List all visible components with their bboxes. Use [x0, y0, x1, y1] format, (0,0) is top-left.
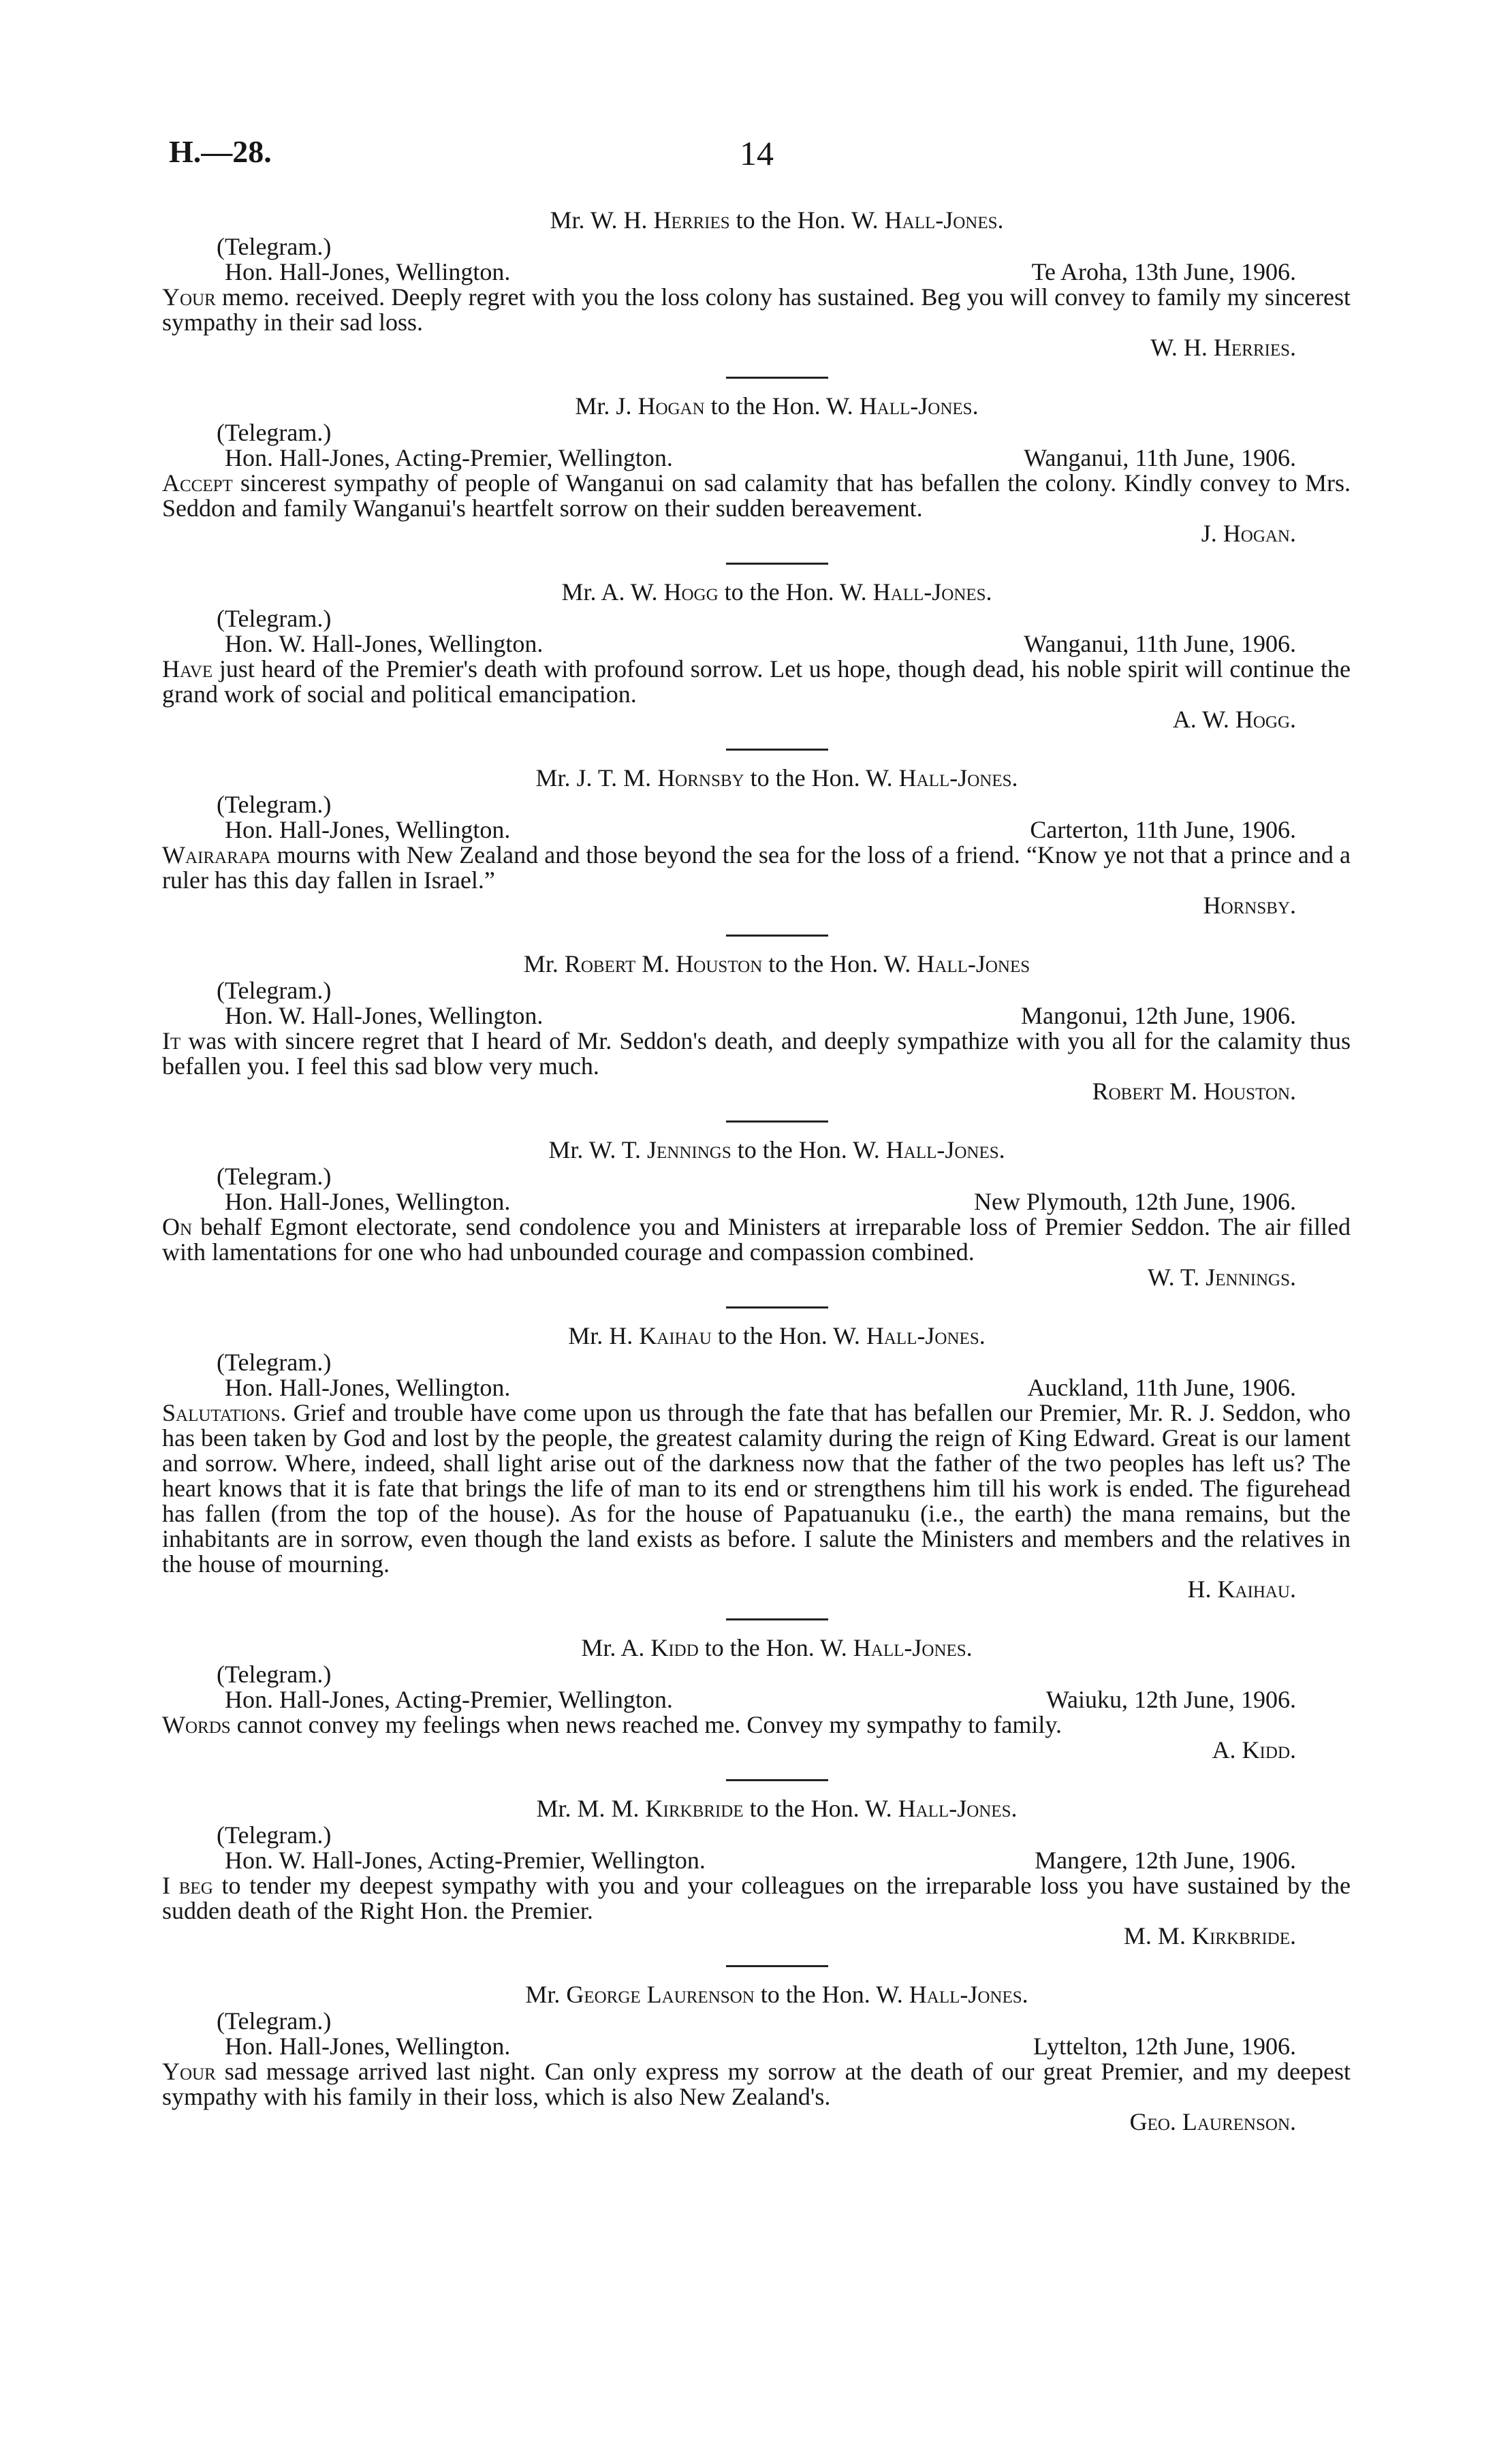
letter-title — [162, 1796, 1351, 1821]
message-lead: Your — [162, 283, 216, 311]
telegram-letter — [162, 1323, 1351, 1602]
address-line — [162, 1003, 1351, 1029]
letters-list — [162, 208, 1351, 2135]
message-body — [162, 1029, 1351, 1079]
title-to: to the Hon. W. — [736, 206, 879, 234]
letter-title — [162, 1982, 1351, 2007]
place-date: Wanganui, 11th June, 1906. — [1024, 630, 1296, 657]
signature: Hornsby. — [1203, 892, 1296, 919]
recipient-name: Hall-Jones. — [909, 1981, 1028, 2008]
letter-title — [162, 1138, 1351, 1163]
addressee: Hon. Hall-Jones, Wellington. — [225, 816, 511, 843]
recipient-name: Hall-Jones. — [898, 1795, 1018, 1822]
message-lead: Accept — [162, 469, 233, 497]
message-lead: Words — [162, 1711, 231, 1738]
message-lead: Salutations. — [162, 1399, 287, 1426]
message-body — [162, 657, 1351, 707]
section-divider — [726, 377, 828, 379]
message-lead: I beg — [162, 1872, 213, 1899]
sender-prefix: Mr. H. — [568, 1322, 633, 1349]
telegram-label: (Telegram.) — [217, 1661, 332, 1688]
message-lead: Have — [162, 655, 213, 683]
sender-name: Hogg — [663, 578, 719, 606]
message-body — [162, 1712, 1351, 1738]
recipient-name: Hall-Jones. — [872, 578, 992, 606]
title-to: to the Hon. W. — [750, 764, 893, 791]
message-text: sincerest sympathy of people of Wanganui on sad calamity that has befallen the colony. Kindly convey to Mrs. Seddon and family Wanganui's heartfelt sorrow on their sudden bereavement. — [162, 469, 1351, 522]
message-body — [162, 285, 1351, 335]
message-text: was with sincere regret that I heard of Mr. Seddon's death, and deeply sympathize with you all for the calamity thus befallen you. I feel this sad blow very much. — [162, 1027, 1351, 1080]
message-lead: Wairarapa — [162, 841, 271, 868]
recipient-name: Hall-Jones. — [866, 1322, 986, 1349]
sender-name: Jennings — [647, 1136, 731, 1163]
sender-prefix: Mr. W. T. — [548, 1136, 642, 1163]
address-line — [162, 2034, 1351, 2059]
addressee: Hon. W. Hall-Jones, Wellington. — [225, 630, 544, 657]
message-text: behalf Egmont electorate, send condolence you and Ministers at irreparable loss of Premier Seddon. The air filled with lamentations for one who had unbounded courage and compassion combined. — [162, 1213, 1351, 1266]
recipient-name: Hall-Jones. — [853, 1634, 973, 1661]
telegram-letter — [162, 1982, 1351, 2135]
message-text: just heard of the Premier's death with profound sorrow. Let us hope, though dead, his noble spirit will continue the grand work of social and political emancipation. — [162, 655, 1351, 708]
message-body — [162, 1400, 1351, 1577]
telegram-label: (Telegram.) — [217, 977, 332, 1004]
title-to: to the Hon. W. — [760, 1981, 903, 2008]
recipient-name: Hall-Jones. — [898, 764, 1018, 791]
recipient-name: Hall-Jones. — [884, 206, 1004, 234]
sender-prefix: Mr. M. M. — [536, 1795, 640, 1822]
letter-title — [162, 394, 1351, 419]
message-body — [162, 843, 1351, 893]
letter-title — [162, 766, 1351, 791]
sender-prefix: Mr. A. — [581, 1634, 645, 1661]
title-to: to the Hon. W. — [710, 392, 853, 420]
telegram-label: (Telegram.) — [217, 233, 332, 260]
message-body — [162, 471, 1351, 521]
sender-prefix: Mr. W. H. — [550, 206, 648, 234]
address-line — [162, 1375, 1351, 1400]
signature: A. W. Hogg. — [1172, 706, 1296, 733]
sender-name: Kaihau — [639, 1322, 712, 1349]
title-to: to the Hon. W. — [724, 578, 867, 606]
title-to: to the Hon. W. — [749, 1795, 892, 1822]
address-line — [162, 1189, 1351, 1214]
message-body — [162, 1214, 1351, 1265]
message-text: memo. received. Deeply regret with you the loss colony has sustained. Beg you will convey to family my sincerest sympathy in their sad loss. — [162, 283, 1351, 336]
section-divider — [726, 935, 828, 937]
telegram-letter — [162, 1138, 1351, 1290]
place-date: Mangere, 12th June, 1906. — [1035, 1847, 1296, 1874]
letter-title — [162, 580, 1351, 605]
signature: M. M. Kirkbride. — [1123, 1922, 1296, 1949]
address-line — [162, 445, 1351, 471]
telegram-label: (Telegram.) — [217, 605, 332, 632]
letter-title — [162, 952, 1351, 977]
document-reference: H.—28. — [169, 134, 272, 169]
message-text: sad message arrived last night. Can only express my sorrow at the death of our great Premier, and my deepest sympathy with his family in their loss, which is also New Zealand's. — [162, 2058, 1351, 2110]
sender-prefix: Mr. — [523, 950, 558, 977]
section-divider — [726, 1120, 828, 1123]
address-line — [162, 1687, 1351, 1712]
signature: W. H. Herries. — [1150, 334, 1296, 361]
sender-name: Herries — [653, 206, 730, 234]
sender-name: Kirkbride — [645, 1795, 744, 1822]
message-lead: On — [162, 1213, 193, 1240]
place-date: Te Aroha, 13th June, 1906. — [1031, 258, 1296, 285]
addressee: Hon. Hall-Jones, Wellington. — [225, 1374, 511, 1401]
sender-prefix: Mr. A. W. — [561, 578, 658, 606]
sender-prefix: Mr. — [525, 1981, 561, 2008]
telegram-label: (Telegram.) — [217, 1349, 332, 1376]
telegram-label: (Telegram.) — [217, 1821, 332, 1849]
section-divider — [726, 1306, 828, 1308]
signature: J. Hogan. — [1201, 520, 1296, 547]
message-text: to tender my deepest sympathy with you and your colleagues on the irreparable loss you have sustained by the sudden death of the Right Hon. the Premier. — [162, 1872, 1351, 1924]
title-to: to the Hon. W. — [704, 1634, 847, 1661]
sender-name: George Laurenson — [566, 1981, 755, 2008]
message-body — [162, 1873, 1351, 1924]
place-date: Waiuku, 12th June, 1906. — [1045, 1686, 1296, 1713]
addressee: Hon. Hall-Jones, Wellington. — [225, 2033, 511, 2060]
telegram-letter — [162, 580, 1351, 732]
place-date: Auckland, 11th June, 1906. — [1027, 1374, 1296, 1401]
place-date: Lyttelton, 12th June, 1906. — [1033, 2033, 1296, 2060]
telegram-letter — [162, 952, 1351, 1104]
sender-prefix: Mr. J. T. M. — [535, 764, 652, 791]
message-text: mourns with New Zealand and those beyond the sea for the loss of a friend. “Know ye not that a prince and a ruler has this day fallen in Israel.” — [162, 841, 1351, 894]
recipient-name: Hall-Jones. — [859, 392, 979, 420]
addressee: Hon. Hall-Jones, Acting-Premier, Wellington. — [225, 444, 673, 471]
addressee: Hon. Hall-Jones, Wellington. — [225, 258, 511, 285]
addressee: Hon. W. Hall-Jones, Acting-Premier, Wellington. — [225, 1847, 706, 1874]
title-to: to the Hon. W. — [737, 1136, 880, 1163]
message-lead: Your — [162, 2058, 216, 2085]
message-text: Grief and trouble have come upon us through the fate that has befallen our Premier, Mr. R. J. Seddon, who has been taken by God and lost by the people, the greatest calamity during the reign of King Edward. Great is our lament and sorrow. Where, indeed, shall light arise out of the darkness now that the father of the two peoples has left us? The heart knows that it is fate that brings the life of man to its end or strengthens him till his work is ended. The figurehead has fallen (from the top of the house). As for the house of Papatuanuku (i.e., the earth) the mana remains, but the inhabitants are in sorrow, even though the land exists as before. I salute the Ministers and members and the relatives in the house of mourning. — [162, 1399, 1351, 1578]
telegram-label: (Telegram.) — [217, 2007, 332, 2035]
section-divider — [726, 563, 828, 565]
place-date: Mangonui, 12th June, 1906. — [1021, 1002, 1296, 1029]
section-divider — [726, 1779, 828, 1781]
signature: A. Kidd. — [1212, 1736, 1296, 1763]
title-to: to the Hon. W. — [768, 950, 911, 977]
message-text: cannot convey my feelings when news reached me. Convey my sympathy to family. — [230, 1711, 1062, 1738]
message-body — [162, 2059, 1351, 2110]
section-divider — [726, 1965, 828, 1967]
sender-prefix: Mr. J. — [575, 392, 632, 420]
signature: Robert M. Houston. — [1092, 1078, 1296, 1105]
recipient-name: Hall-Jones. — [885, 1136, 1005, 1163]
recipient-name: Hall-Jones — [917, 950, 1030, 977]
sender-name: Kidd — [650, 1634, 699, 1661]
address-line — [162, 817, 1351, 843]
sender-name: Hogan — [637, 392, 705, 420]
addressee: Hon. W. Hall-Jones, Wellington. — [225, 1002, 544, 1029]
address-line — [162, 1848, 1351, 1873]
sender-name: Robert M. Houston — [564, 950, 763, 977]
telegram-letter — [162, 394, 1351, 546]
telegram-letter — [162, 766, 1351, 918]
letter-title — [162, 208, 1351, 233]
section-divider — [726, 1618, 828, 1620]
section-divider — [726, 749, 828, 751]
addressee: Hon. Hall-Jones, Acting-Premier, Wellington. — [225, 1686, 673, 1713]
telegram-letter — [162, 1796, 1351, 1949]
telegram-letter — [162, 208, 1351, 360]
place-date: Wanganui, 11th June, 1906. — [1024, 444, 1296, 471]
telegram-letter — [162, 1635, 1351, 1763]
signature: H. Kaihau. — [1187, 1575, 1296, 1603]
place-date: New Plymouth, 12th June, 1906. — [974, 1188, 1296, 1215]
signature: Geo. Laurenson. — [1129, 2108, 1296, 2135]
telegram-label: (Telegram.) — [217, 791, 332, 818]
address-line — [162, 631, 1351, 657]
telegram-label: (Telegram.) — [217, 1163, 332, 1190]
address-line — [162, 260, 1351, 285]
letter-title — [162, 1323, 1351, 1349]
telegram-label: (Telegram.) — [217, 419, 332, 446]
letter-title — [162, 1635, 1351, 1661]
title-to: to the Hon. W. — [717, 1322, 860, 1349]
sender-name: Hornsby — [657, 764, 744, 791]
place-date: Carterton, 11th June, 1906. — [1030, 816, 1296, 843]
addressee: Hon. Hall-Jones, Wellington. — [225, 1188, 511, 1215]
page-number: 14 — [740, 134, 774, 172]
message-lead: It — [162, 1027, 181, 1054]
signature: W. T. Jennings. — [1147, 1264, 1296, 1291]
